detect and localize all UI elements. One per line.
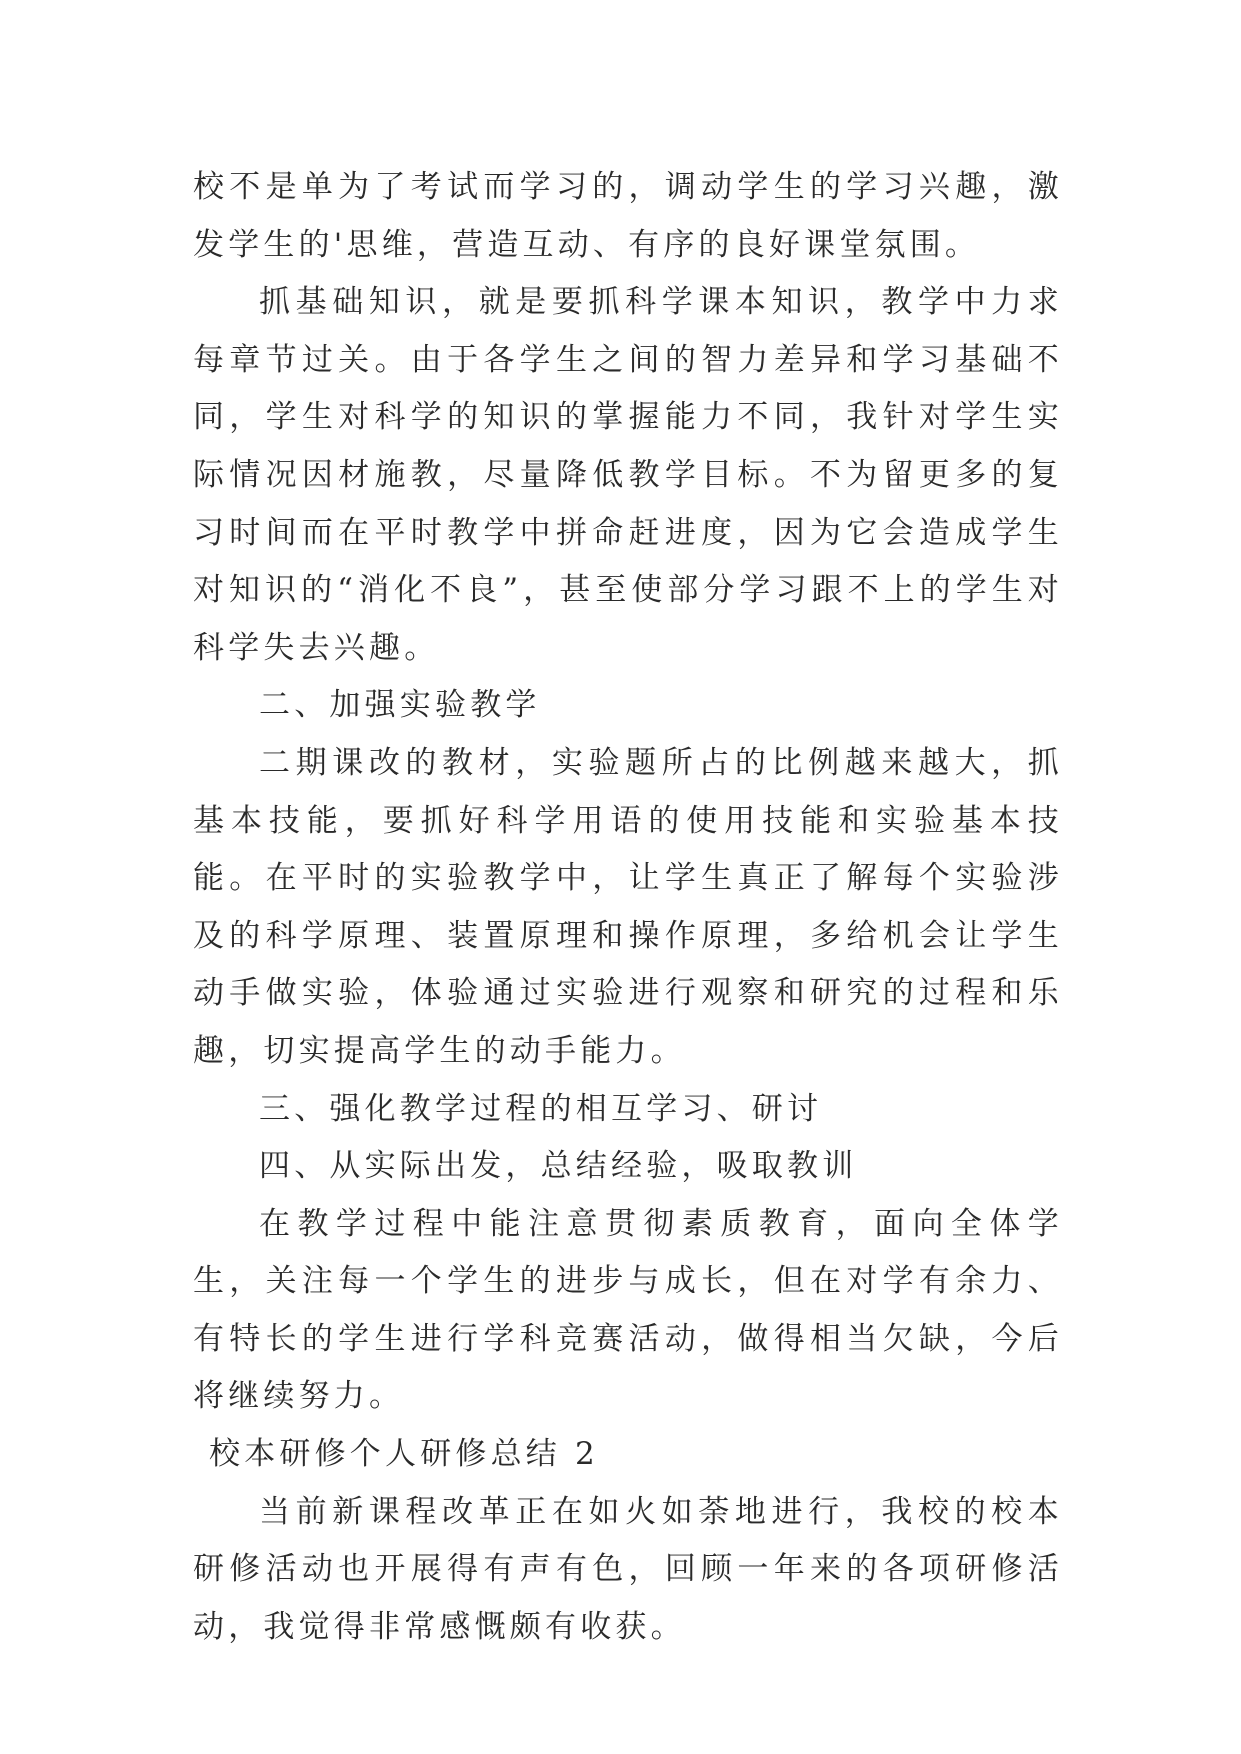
article-title-2: 校本研修个人研修总结 2 [209, 1436, 599, 1473]
paragraph-basic-knowledge: 抓基础知识，就是要抓科学课本知识，教学中力求每章节过关。由于各学生之间的智力差异和学习基础不同，学生对科学的知识的掌握能力不同，我针对学生实际情况因材施教，尽量降低教学目标。不为留更多的复习时间而在平时教学中拼命赶进度，因为它会造成学生对知识的“消化不良”，甚至使部分学习跟不上的学生对科学失去兴趣。 [193, 284, 1063, 666]
section-heading-experiment: 二、加强实验教学 [259, 687, 541, 724]
section-heading-experience: 四、从实际出发，总结经验，吸取教训 [259, 1148, 858, 1185]
paragraph-curriculum-reform: 当前新课程改革正在如火如荼地进行，我校的校本研修活动也开展得有声有色，回顾一年来的各项研修活动，我觉得非常感慨颇有收获。 [193, 1493, 1063, 1645]
paragraph-quality-education: 在教学过程中能注意贯彻素质教育，面向全体学生，关注每一个学生的进步与成长，但在对学有余力、有特长的学生进行学科竞赛活动，做得相当欠缺，今后将继续努力。 [193, 1205, 1063, 1415]
section-heading-mutual-learning: 三、强化教学过程的相互学习、研讨 [259, 1090, 823, 1127]
paragraph-experiment: 二期课改的教材，实验题所占的比例越来越大，抓基本技能，要抓好科学用语的使用技能和实验基本技能。在平时的实验教学中，让学生真正了解每个实验涉及的科学原理、装置原理和操作原理，多给机会让学生动手做实验，体验通过实验进行观察和研究的过程和乐趣，切实提高学生的动手能力。 [193, 744, 1063, 1069]
paragraph-continuation: 校不是单为了考试而学习的，调动学生的学习兴趣，激发学生的'思维，营造互动、有序的良好课堂氛围。 [193, 169, 1063, 263]
document-body [193, 159, 1063, 1656]
